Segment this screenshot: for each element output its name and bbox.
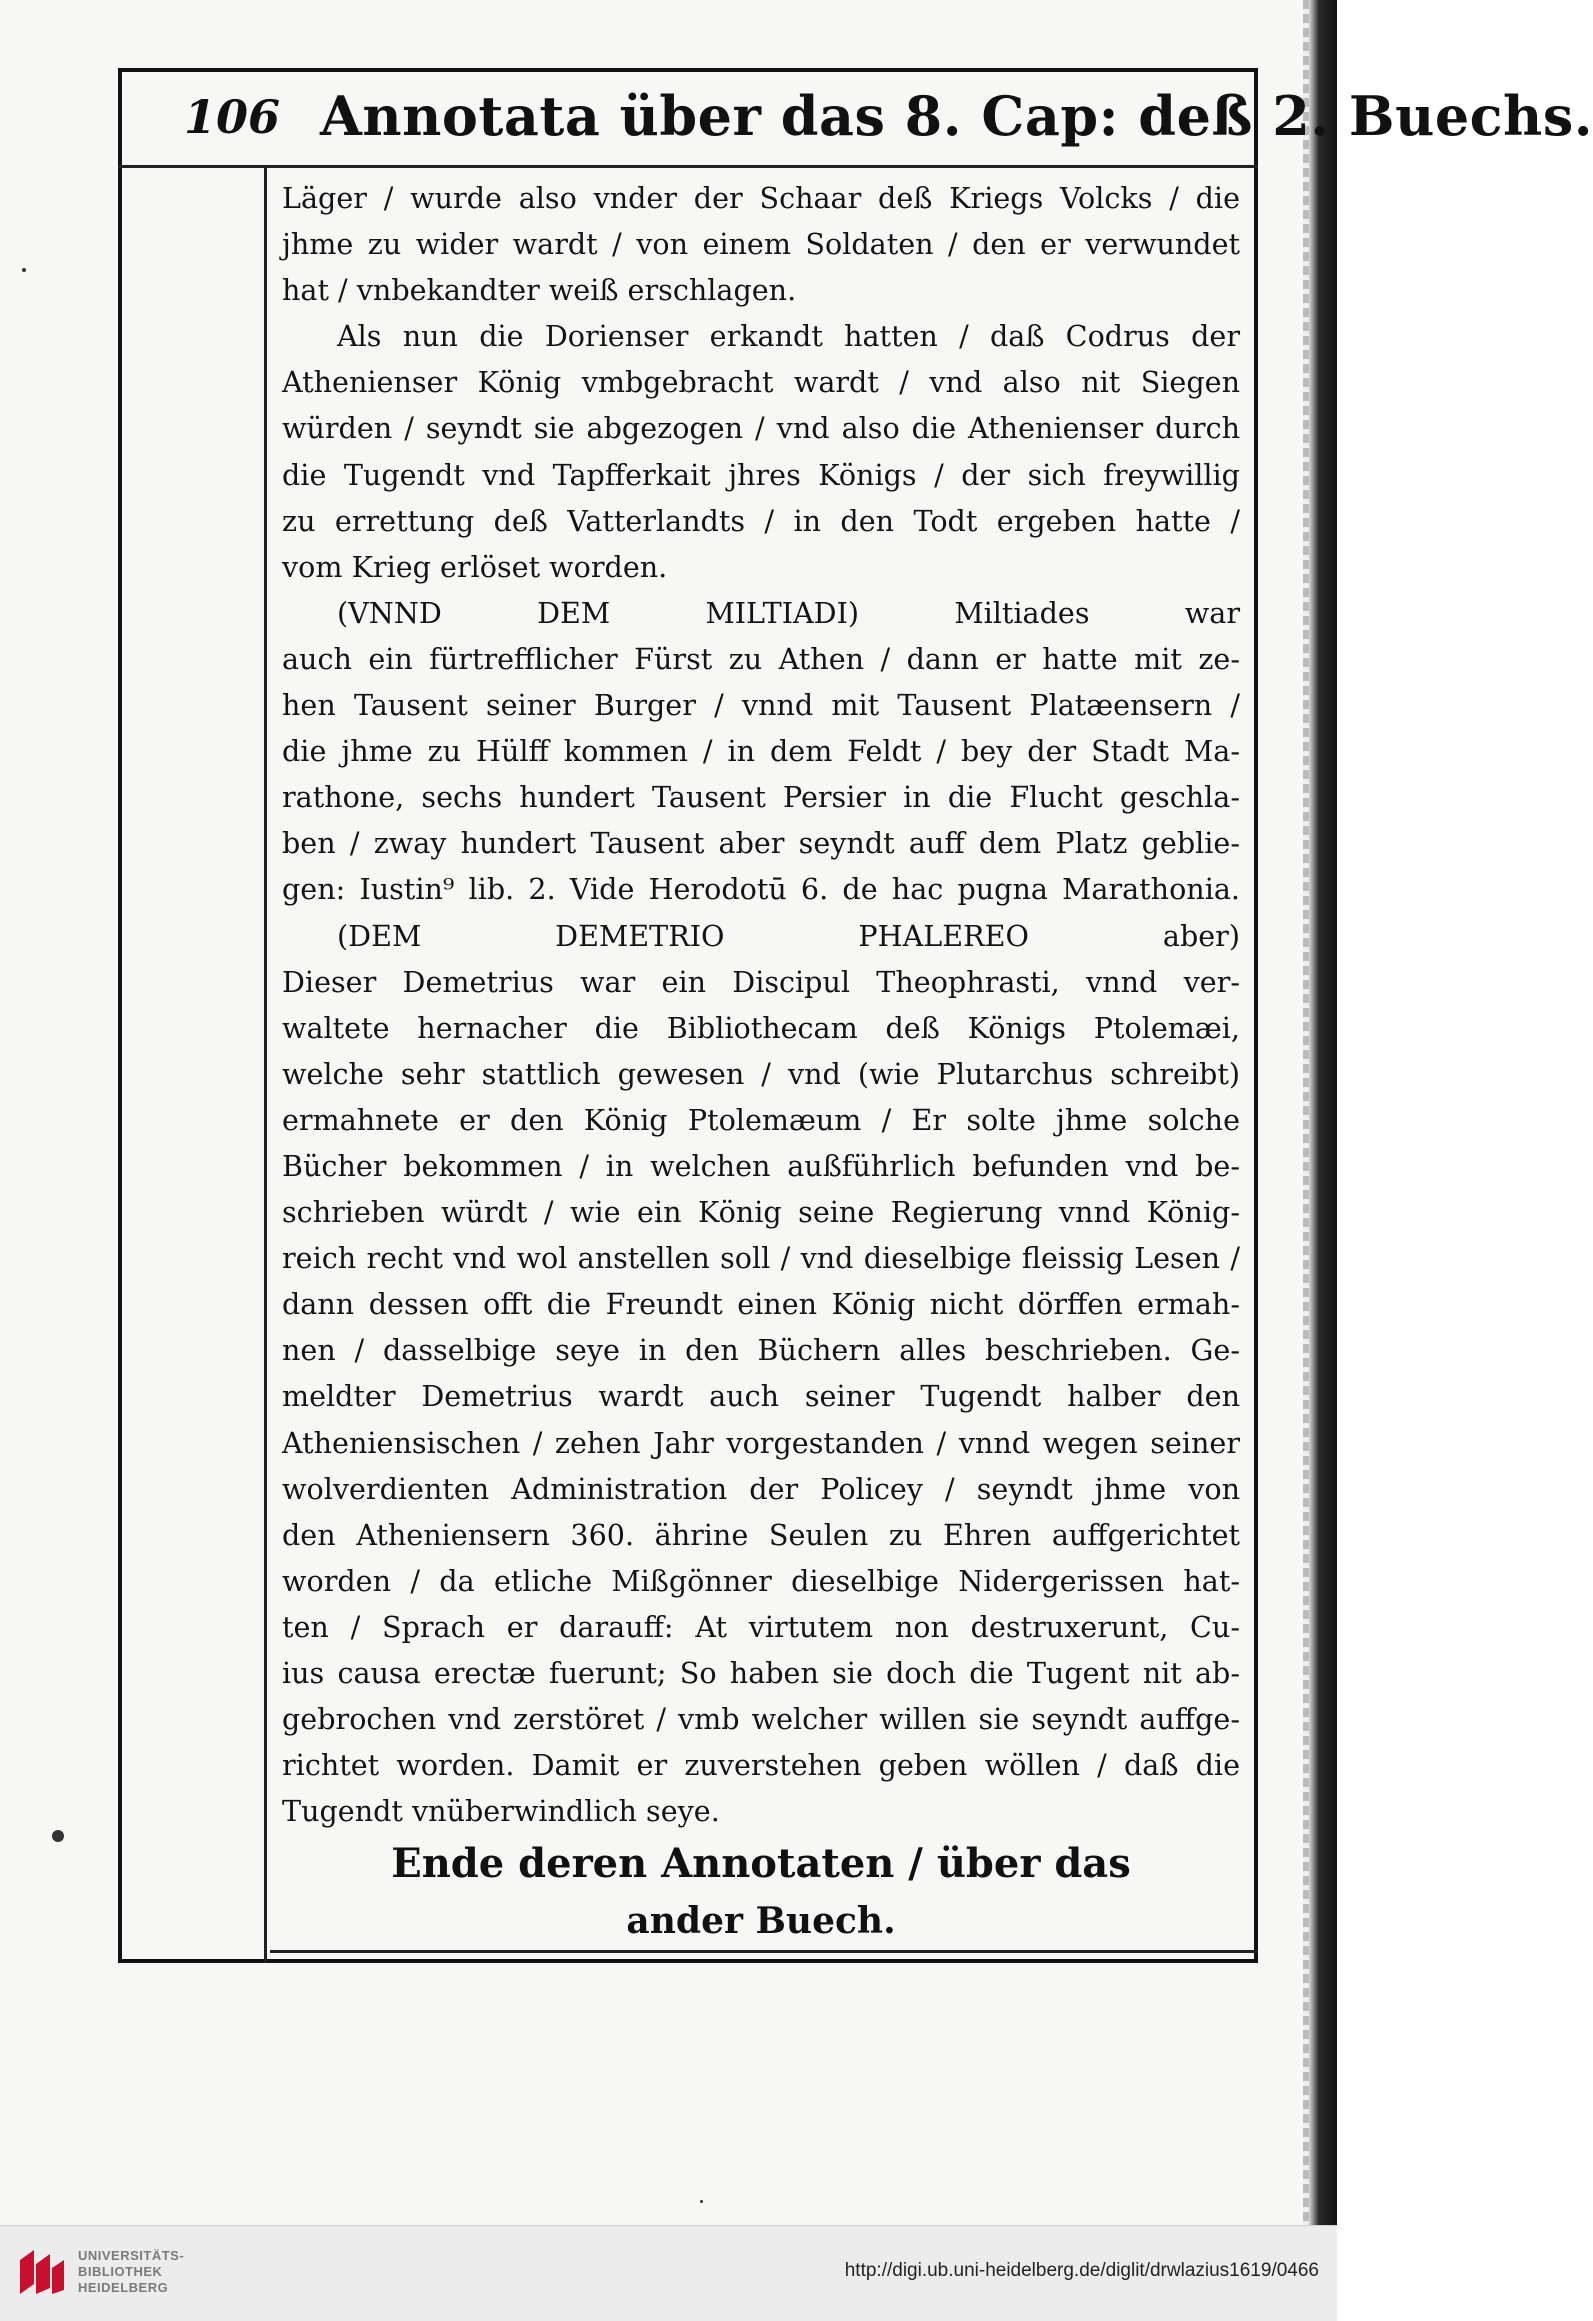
text-line: meldter Demetrius wardt auch seiner Tugendt halber den — [282, 1379, 1240, 1414]
institution-line: BIBLIOTHEK — [78, 2264, 163, 2279]
text-line: hen Tausent seiner Burger / vnnd mit Tausent Platæensern / — [282, 688, 1240, 723]
ending-line-2: ander Buech. — [626, 1900, 896, 1942]
institution-line: HEIDELBERG — [78, 2280, 169, 2295]
text-line: dann dessen offt die Freundt einen König nicht dörffen ermah- — [282, 1287, 1240, 1322]
text-line: reich recht vnd wol anstellen soll / vnd dieselbige fleissig Lesen / — [282, 1241, 1240, 1276]
body-text — [282, 175, 1240, 1834]
institution-name[interactable] — [78, 2248, 184, 2296]
text-line: auch ein fürtrefflicher Fürst zu Athen / dann er hatte mit ze- — [282, 641, 1240, 676]
text-line: ten / Sprach er darauff: At virtutem non destruxerunt, Cu- — [282, 1609, 1240, 1644]
text-line: rathone, sechs hundert Tausent Persier in die Flucht geschla- — [282, 780, 1240, 815]
ink-speck — [22, 268, 26, 272]
text-line: schrieben würdt / wie ein König seine Regierung vnnd König- — [282, 1195, 1240, 1230]
library-logo-icon[interactable] — [14, 2244, 70, 2300]
text-line: die jhme zu Hülff kommen / in dem Feldt / bey der Stadt Ma- — [282, 734, 1240, 769]
text-line: die Tugendt vnd Tapfferkait jhres Königs / der sich freywillig — [282, 457, 1240, 492]
margin-rule — [264, 168, 267, 1963]
text-line: (VNND DEM MILTIADI) Miltiades war — [337, 595, 1240, 630]
ending-line-1: Ende deren Annotaten / über das — [391, 1840, 1131, 1887]
text-line: Atheniensischen / zehen Jahr vorgestanden / vnnd wegen seiner — [282, 1425, 1240, 1460]
text-line: Athenienser König vmbgebracht wardt / vnd also nit Siegen — [282, 365, 1240, 400]
permalink-url[interactable]: http://digi.ub.uni-heidelberg.de/diglit/drwlazius1619/0466 — [844, 2260, 1319, 2281]
viewer-footer — [0, 2225, 1337, 2321]
text-line: Bücher bekommen / in welchen außführlich befunden vnd be- — [282, 1148, 1240, 1183]
bottom-rule — [270, 1950, 1258, 1953]
text-line: waltete hernacher die Bibliothecam deß Königs Ptolemæi, — [282, 1010, 1240, 1045]
text-line: richtet worden. Damit er zuverstehen geben wöllen / daß die — [282, 1748, 1240, 1783]
text-line: hat / vnbekandter weiß erschlagen. — [282, 273, 797, 308]
text-line: würden / seyndt sie abgezogen / vnd also die Athenienser durch — [282, 411, 1240, 446]
text-line: vom Krieg erlöset worden. — [282, 549, 668, 584]
text-line: zu errettung deß Vatterlandts / in den Todt ergeben hatte / — [282, 503, 1240, 538]
text-line: worden / da etliche Mißgönner dieselbige Nidergerissen hat- — [282, 1563, 1240, 1598]
running-title: Annotata über das 8. Cap: deß 2. Buechs. — [320, 84, 1593, 148]
text-line: Läger / wurde also vnder der Schaar deß Kriegs Volcks / die — [282, 181, 1240, 215]
text-line: ben / zway hundert Tausent aber seyndt auff dem Platz geblie- — [282, 826, 1240, 861]
page-number: 106 — [184, 90, 281, 144]
header-rule — [118, 165, 1258, 168]
text-line: Tugendt vnüberwindlich seye. — [282, 1794, 720, 1829]
text-line: nen / dasselbige seye in den Büchern alles beschrieben. Ge- — [282, 1333, 1240, 1368]
book-spine — [1309, 0, 1337, 2225]
text-line: den Atheniensern 360. ährine Seulen zu Ehren auffgerichtet — [282, 1517, 1240, 1552]
text-line: wolverdienten Administration der Policey / seyndt jhme von — [282, 1471, 1240, 1506]
page-header — [120, 78, 1593, 158]
text-line: gebrochen vnd zerstöret / vmb welcher willen sie seyndt auffge- — [282, 1702, 1240, 1737]
ink-speck — [700, 2200, 703, 2203]
institution-line: UNIVERSITÄTS- — [78, 2248, 185, 2263]
text-line: gen: Iustin⁹ lib. 2. Vide Herodotū 6. de hac pugna Marathonia. — [282, 872, 1240, 907]
text-line: Dieser Demetrius war ein Discipul Theophrasti, vnnd ver- — [282, 964, 1240, 999]
text-line: ermahnete er den König Ptolemæum / Er solte jhme solche — [282, 1102, 1240, 1137]
text-line: welche sehr stattlich gewesen / vnd (wie Plutarchus schreibt) — [282, 1056, 1240, 1091]
text-line: Als nun die Dorienser erkandt hatten / daß Codrus der — [337, 319, 1240, 354]
text-line: ius causa erectæ fuerunt; So haben sie doch die Tugent nit ab- — [282, 1656, 1240, 1690]
text-line: jhme zu wider wardt / von einem Soldaten / den er verwundet — [282, 227, 1240, 262]
ink-speck — [52, 1830, 64, 1842]
text-line: (DEM DEMETRIO PHALEREO aber) — [337, 918, 1240, 953]
